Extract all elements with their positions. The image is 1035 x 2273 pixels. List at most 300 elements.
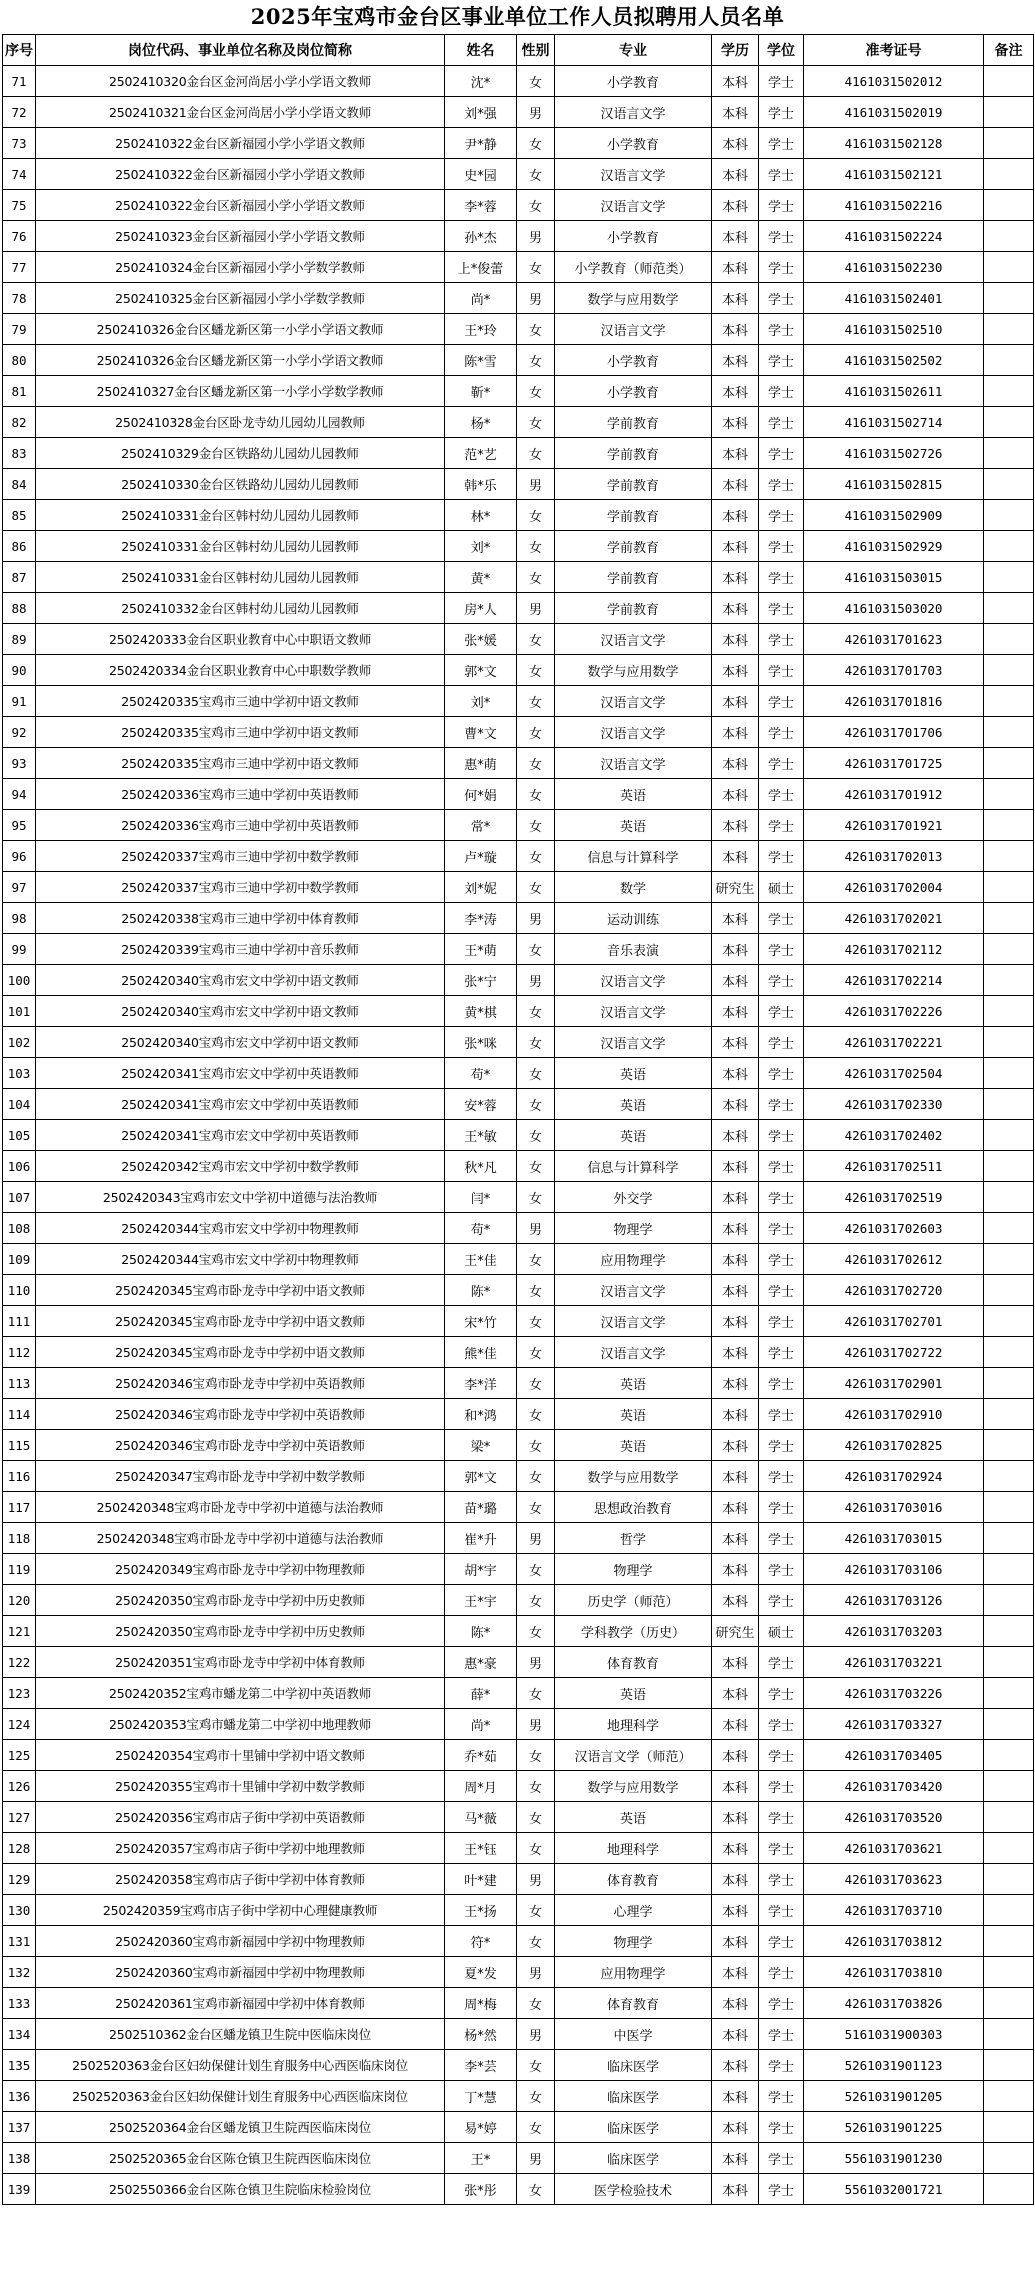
cell-major: 汉语言文学 (555, 996, 712, 1027)
cell-education: 本科 (712, 1709, 759, 1740)
cell-major: 物理学 (555, 1213, 712, 1244)
cell-remark (984, 345, 1034, 376)
cell-gender: 女 (517, 345, 555, 376)
cell-degree: 学士 (759, 314, 804, 345)
cell-degree: 学士 (759, 593, 804, 624)
cell-position: 2502420345宝鸡市卧龙寺中学初中语文教师 (36, 1306, 445, 1337)
table-row (3, 1120, 1034, 1151)
cell-exam-no: 4261031701816 (804, 686, 984, 717)
table-row (3, 1058, 1034, 1089)
cell-major: 英语 (555, 1089, 712, 1120)
cell-remark (984, 1585, 1034, 1616)
cell-major: 英语 (555, 779, 712, 810)
cell-name: 王*宇 (445, 1585, 517, 1616)
cell-seq: 88 (3, 593, 36, 624)
table-row (3, 872, 1034, 903)
cell-education: 本科 (712, 1833, 759, 1864)
table-row (3, 1957, 1034, 1988)
cell-position: 2502420350宝鸡市卧龙寺中学初中历史教师 (36, 1585, 445, 1616)
cell-remark (984, 1709, 1034, 1740)
cell-gender: 女 (517, 1802, 555, 1833)
cell-degree: 学士 (759, 1306, 804, 1337)
cell-degree: 学士 (759, 1368, 804, 1399)
cell-exam-no: 4261031702214 (804, 965, 984, 996)
cell-name: 李*蓉 (445, 190, 517, 221)
cell-position: 2502410332金台区韩村幼儿园幼儿园教师 (36, 593, 445, 624)
table-row (3, 2174, 1034, 2205)
cell-major: 哲学 (555, 1523, 712, 1554)
cell-education: 本科 (712, 1182, 759, 1213)
cell-education: 本科 (712, 779, 759, 810)
table-row (3, 562, 1034, 593)
table-row (3, 1306, 1034, 1337)
cell-gender: 女 (517, 1616, 555, 1647)
cell-name: 王*扬 (445, 1895, 517, 1926)
cell-name: 惠*豪 (445, 1647, 517, 1678)
table-row (3, 903, 1034, 934)
table-row (3, 469, 1034, 500)
cell-degree: 学士 (759, 655, 804, 686)
cell-seq: 78 (3, 283, 36, 314)
cell-degree: 学士 (759, 469, 804, 500)
cell-exam-no: 4261031703015 (804, 1523, 984, 1554)
cell-name: 郭*文 (445, 655, 517, 686)
cell-gender: 女 (517, 1368, 555, 1399)
cell-seq: 93 (3, 748, 36, 779)
cell-gender: 女 (517, 1058, 555, 1089)
cell-seq: 134 (3, 2019, 36, 2050)
cell-name: 沈* (445, 66, 517, 97)
cell-position: 2502420335宝鸡市三迪中学初中语文教师 (36, 717, 445, 748)
cell-education: 本科 (712, 190, 759, 221)
cell-name: 房*人 (445, 593, 517, 624)
cell-seq: 99 (3, 934, 36, 965)
cell-remark (984, 1771, 1034, 1802)
cell-major: 汉语言文学（师范） (555, 1740, 712, 1771)
cell-exam-no: 4261031703810 (804, 1957, 984, 1988)
cell-exam-no: 4161031502502 (804, 345, 984, 376)
cell-degree: 学士 (759, 1895, 804, 1926)
header-gender: 性别 (517, 35, 555, 66)
cell-degree: 学士 (759, 1058, 804, 1089)
cell-major: 汉语言文学 (555, 748, 712, 779)
cell-remark (984, 2143, 1034, 2174)
cell-education: 本科 (712, 810, 759, 841)
cell-major: 数学 (555, 872, 712, 903)
cell-exam-no: 4161031502128 (804, 128, 984, 159)
cell-education: 本科 (712, 283, 759, 314)
cell-seq: 77 (3, 252, 36, 283)
cell-seq: 90 (3, 655, 36, 686)
cell-remark (984, 1368, 1034, 1399)
cell-exam-no: 4261031701912 (804, 779, 984, 810)
cell-remark (984, 1833, 1034, 1864)
cell-exam-no: 4261031702226 (804, 996, 984, 1027)
cell-education: 本科 (712, 593, 759, 624)
cell-gender: 女 (517, 655, 555, 686)
cell-degree: 学士 (759, 221, 804, 252)
cell-major: 小学教育 (555, 66, 712, 97)
cell-degree: 学士 (759, 717, 804, 748)
cell-seq: 100 (3, 965, 36, 996)
cell-name: 宋*竹 (445, 1306, 517, 1337)
cell-major: 汉语言文学 (555, 159, 712, 190)
cell-exam-no: 4161031502401 (804, 283, 984, 314)
cell-seq: 127 (3, 1802, 36, 1833)
cell-position: 2502420347宝鸡市卧龙寺中学初中数学教师 (36, 1461, 445, 1492)
cell-remark (984, 128, 1034, 159)
cell-degree: 学士 (759, 2081, 804, 2112)
cell-remark (984, 748, 1034, 779)
cell-name: 周*月 (445, 1771, 517, 1802)
cell-degree: 学士 (759, 1864, 804, 1895)
cell-position: 2502420360宝鸡市新福园中学初中物理教师 (36, 1926, 445, 1957)
cell-exam-no: 4261031702720 (804, 1275, 984, 1306)
cell-major: 地理科学 (555, 1709, 712, 1740)
table-row (3, 221, 1034, 252)
cell-remark (984, 810, 1034, 841)
table-row (3, 66, 1034, 97)
cell-major: 应用物理学 (555, 1957, 712, 1988)
cell-gender: 女 (517, 779, 555, 810)
cell-major: 应用物理学 (555, 1244, 712, 1275)
cell-education: 本科 (712, 1771, 759, 1802)
cell-name: 和*鸿 (445, 1399, 517, 1430)
cell-remark (984, 1895, 1034, 1926)
cell-seq: 110 (3, 1275, 36, 1306)
table-row (3, 1244, 1034, 1275)
cell-education: 本科 (712, 128, 759, 159)
table-row (3, 407, 1034, 438)
cell-name: 叶*建 (445, 1864, 517, 1895)
cell-gender: 女 (517, 872, 555, 903)
cell-position: 2502420339宝鸡市三迪中学初中音乐教师 (36, 934, 445, 965)
cell-position: 2502410323金台区新福园小学小学语文教师 (36, 221, 445, 252)
cell-remark (984, 1306, 1034, 1337)
cell-gender: 女 (517, 1926, 555, 1957)
cell-remark (984, 841, 1034, 872)
cell-major: 外交学 (555, 1182, 712, 1213)
cell-major: 英语 (555, 1678, 712, 1709)
cell-gender: 女 (517, 1833, 555, 1864)
cell-exam-no: 4261031703226 (804, 1678, 984, 1709)
cell-degree: 学士 (759, 1554, 804, 1585)
cell-major: 临床医学 (555, 2081, 712, 2112)
table-row (3, 1430, 1034, 1461)
cell-position: 2502410320金台区金河尚居小学小学语文教师 (36, 66, 445, 97)
cell-exam-no: 4261031702603 (804, 1213, 984, 1244)
cell-position: 2502410322金台区新福园小学小学语文教师 (36, 128, 445, 159)
cell-position: 2502420340宝鸡市宏文中学初中语文教师 (36, 1027, 445, 1058)
cell-exam-no: 4261031703420 (804, 1771, 984, 1802)
cell-gender: 女 (517, 562, 555, 593)
table-row (3, 1027, 1034, 1058)
cell-exam-no: 4261031703203 (804, 1616, 984, 1647)
cell-remark (984, 1740, 1034, 1771)
cell-gender: 男 (517, 1709, 555, 1740)
cell-gender: 女 (517, 2050, 555, 2081)
cell-education: 本科 (712, 1492, 759, 1523)
cell-major: 历史学（师范） (555, 1585, 712, 1616)
cell-seq: 137 (3, 2112, 36, 2143)
cell-education: 本科 (712, 221, 759, 252)
cell-degree: 学士 (759, 1957, 804, 1988)
cell-gender: 女 (517, 841, 555, 872)
cell-gender: 女 (517, 686, 555, 717)
cell-name: 刘*强 (445, 97, 517, 128)
cell-exam-no: 4261031703710 (804, 1895, 984, 1926)
cell-degree: 学士 (759, 810, 804, 841)
cell-seq: 115 (3, 1430, 36, 1461)
cell-gender: 女 (517, 1988, 555, 2019)
cell-exam-no: 4261031702612 (804, 1244, 984, 1275)
cell-remark (984, 934, 1034, 965)
cell-education: 本科 (712, 1523, 759, 1554)
table-row (3, 1554, 1034, 1585)
header-education: 学历 (712, 35, 759, 66)
cell-position: 2502420336宝鸡市三迪中学初中英语教师 (36, 810, 445, 841)
table-row (3, 1833, 1034, 1864)
cell-major: 小学教育 (555, 128, 712, 159)
table-row (3, 97, 1034, 128)
cell-exam-no: 4261031702504 (804, 1058, 984, 1089)
cell-gender: 女 (517, 1740, 555, 1771)
cell-name: 胡*宇 (445, 1554, 517, 1585)
cell-major: 汉语言文学 (555, 965, 712, 996)
cell-position: 2502420350宝鸡市卧龙寺中学初中历史教师 (36, 1616, 445, 1647)
cell-education: 本科 (712, 841, 759, 872)
cell-name: 尚* (445, 283, 517, 314)
cell-gender: 男 (517, 2019, 555, 2050)
cell-name: 郭*文 (445, 1461, 517, 1492)
cell-degree: 学士 (759, 1833, 804, 1864)
cell-degree: 硕士 (759, 1616, 804, 1647)
cell-degree: 学士 (759, 1399, 804, 1430)
table-row (3, 810, 1034, 841)
cell-seq: 116 (3, 1461, 36, 1492)
cell-name: 黄* (445, 562, 517, 593)
cell-education: 本科 (712, 438, 759, 469)
cell-education: 本科 (712, 531, 759, 562)
cell-exam-no: 4261031703520 (804, 1802, 984, 1833)
cell-remark (984, 655, 1034, 686)
cell-name: 曹*文 (445, 717, 517, 748)
cell-education: 本科 (712, 1275, 759, 1306)
header-seq: 序号 (3, 35, 36, 66)
cell-gender: 男 (517, 965, 555, 996)
cell-major: 汉语言文学 (555, 624, 712, 655)
cell-exam-no: 4161031502611 (804, 376, 984, 407)
cell-seq: 121 (3, 1616, 36, 1647)
cell-name: 苟* (445, 1058, 517, 1089)
cell-remark (984, 407, 1034, 438)
cell-exam-no: 4261031702722 (804, 1337, 984, 1368)
cell-degree: 学士 (759, 500, 804, 531)
cell-major: 汉语言文学 (555, 1306, 712, 1337)
cell-gender: 男 (517, 1647, 555, 1678)
cell-position: 2502420358宝鸡市店子街中学初中体育教师 (36, 1864, 445, 1895)
cell-position: 2502410327金台区蟠龙新区第一小学小学数学教师 (36, 376, 445, 407)
cell-position: 2502420338宝鸡市三迪中学初中体育教师 (36, 903, 445, 934)
cell-education: 本科 (712, 407, 759, 438)
cell-seq: 94 (3, 779, 36, 810)
header-degree: 学位 (759, 35, 804, 66)
table-row (3, 1523, 1034, 1554)
cell-gender: 女 (517, 1461, 555, 1492)
cell-seq: 122 (3, 1647, 36, 1678)
cell-gender: 女 (517, 407, 555, 438)
cell-degree: 学士 (759, 562, 804, 593)
cell-major: 学前教育 (555, 407, 712, 438)
cell-remark (984, 2081, 1034, 2112)
cell-degree: 学士 (759, 779, 804, 810)
cell-exam-no: 4261031703106 (804, 1554, 984, 1585)
cell-major: 英语 (555, 1368, 712, 1399)
table-row (3, 686, 1034, 717)
cell-education: 本科 (712, 1926, 759, 1957)
cell-gender: 男 (517, 1523, 555, 1554)
cell-education: 本科 (712, 1213, 759, 1244)
cell-education: 本科 (712, 97, 759, 128)
cell-name: 李*洋 (445, 1368, 517, 1399)
cell-exam-no: 4261031702021 (804, 903, 984, 934)
cell-exam-no: 4261031702701 (804, 1306, 984, 1337)
cell-exam-no: 4261031702910 (804, 1399, 984, 1430)
cell-remark (984, 1523, 1034, 1554)
cell-major: 地理科学 (555, 1833, 712, 1864)
cell-seq: 112 (3, 1337, 36, 1368)
cell-gender: 女 (517, 2174, 555, 2205)
cell-remark (984, 1616, 1034, 1647)
cell-degree: 学士 (759, 1523, 804, 1554)
cell-position: 2502420341宝鸡市宏文中学初中英语教师 (36, 1120, 445, 1151)
cell-name: 刘* (445, 686, 517, 717)
cell-degree: 学士 (759, 376, 804, 407)
cell-exam-no: 4161031502510 (804, 314, 984, 345)
cell-degree: 学士 (759, 748, 804, 779)
cell-name: 王*玲 (445, 314, 517, 345)
cell-degree: 学士 (759, 934, 804, 965)
cell-degree: 学士 (759, 1771, 804, 1802)
cell-name: 李*涛 (445, 903, 517, 934)
cell-exam-no: 4261031702511 (804, 1151, 984, 1182)
cell-remark (984, 252, 1034, 283)
cell-seq: 117 (3, 1492, 36, 1523)
cell-exam-no: 4161031502815 (804, 469, 984, 500)
table-row (3, 1678, 1034, 1709)
cell-position: 2502410326金台区蟠龙新区第一小学小学语文教师 (36, 345, 445, 376)
cell-seq: 111 (3, 1306, 36, 1337)
cell-remark (984, 717, 1034, 748)
cell-education: 本科 (712, 2050, 759, 2081)
cell-gender: 男 (517, 1864, 555, 1895)
table-row (3, 500, 1034, 531)
cell-major: 临床医学 (555, 2050, 712, 2081)
cell-position: 2502420337宝鸡市三迪中学初中数学教师 (36, 841, 445, 872)
table-row (3, 2143, 1034, 2174)
cell-remark (984, 1430, 1034, 1461)
cell-remark (984, 2174, 1034, 2205)
cell-education: 研究生 (712, 1616, 759, 1647)
cell-remark (984, 159, 1034, 190)
cell-seq: 95 (3, 810, 36, 841)
cell-position: 2502420344宝鸡市宏文中学初中物理教师 (36, 1213, 445, 1244)
cell-degree: 学士 (759, 1182, 804, 1213)
cell-gender: 男 (517, 2143, 555, 2174)
cell-name: 刘*妮 (445, 872, 517, 903)
table-row (3, 996, 1034, 1027)
table-row (3, 159, 1034, 190)
cell-degree: 学士 (759, 190, 804, 221)
cell-remark (984, 2019, 1034, 2050)
cell-gender: 女 (517, 1120, 555, 1151)
cell-gender: 女 (517, 252, 555, 283)
cell-exam-no: 5261031901225 (804, 2112, 984, 2143)
cell-exam-no: 5261031901123 (804, 2050, 984, 2081)
cell-position: 2502420354宝鸡市十里铺中学初中语文教师 (36, 1740, 445, 1771)
cell-position: 2502520364金台区蟠龙镇卫生院西医临床岗位 (36, 2112, 445, 2143)
cell-position: 2502410322金台区新福园小学小学语文教师 (36, 190, 445, 221)
cell-exam-no: 4161031502714 (804, 407, 984, 438)
cell-degree: 学士 (759, 903, 804, 934)
cell-education: 本科 (712, 2174, 759, 2205)
cell-seq: 138 (3, 2143, 36, 2174)
cell-seq: 105 (3, 1120, 36, 1151)
cell-exam-no: 4261031703621 (804, 1833, 984, 1864)
cell-position: 2502420335宝鸡市三迪中学初中语文教师 (36, 686, 445, 717)
cell-major: 汉语言文学 (555, 190, 712, 221)
header-major: 专业 (555, 35, 712, 66)
cell-seq: 132 (3, 1957, 36, 1988)
cell-gender: 女 (517, 748, 555, 779)
cell-major: 物理学 (555, 1926, 712, 1957)
table-row (3, 252, 1034, 283)
cell-remark (984, 624, 1034, 655)
header-exam-no: 准考证号 (804, 35, 984, 66)
table-header-row (3, 35, 1034, 66)
cell-name: 惠*萌 (445, 748, 517, 779)
table-row (3, 1864, 1034, 1895)
cell-name: 上*俊蕾 (445, 252, 517, 283)
cell-remark (984, 1275, 1034, 1306)
cell-major: 音乐表演 (555, 934, 712, 965)
cell-position: 2502550366金台区陈仓镇卫生院临床检验岗位 (36, 2174, 445, 2205)
cell-degree: 学士 (759, 1430, 804, 1461)
cell-education: 本科 (712, 1554, 759, 1585)
cell-exam-no: 4261031702013 (804, 841, 984, 872)
cell-education: 本科 (712, 1585, 759, 1616)
cell-major: 物理学 (555, 1554, 712, 1585)
cell-remark (984, 531, 1034, 562)
cell-degree: 学士 (759, 1492, 804, 1523)
cell-major: 汉语言文学 (555, 686, 712, 717)
cell-position: 2502420334金台区职业教育中心中职数学教师 (36, 655, 445, 686)
cell-position: 2502420335宝鸡市三迪中学初中语文教师 (36, 748, 445, 779)
cell-name: 尚* (445, 1709, 517, 1740)
table-row (3, 1492, 1034, 1523)
cell-degree: 学士 (759, 1647, 804, 1678)
cell-major: 数学与应用数学 (555, 655, 712, 686)
cell-gender: 男 (517, 97, 555, 128)
cell-gender: 男 (517, 1213, 555, 1244)
cell-gender: 男 (517, 593, 555, 624)
cell-degree: 学士 (759, 1151, 804, 1182)
cell-position: 2502510362金台区蟠龙镇卫生院中医临床岗位 (36, 2019, 445, 2050)
cell-gender: 女 (517, 314, 555, 345)
cell-remark (984, 1678, 1034, 1709)
cell-exam-no: 4161031502224 (804, 221, 984, 252)
cell-gender: 女 (517, 376, 555, 407)
